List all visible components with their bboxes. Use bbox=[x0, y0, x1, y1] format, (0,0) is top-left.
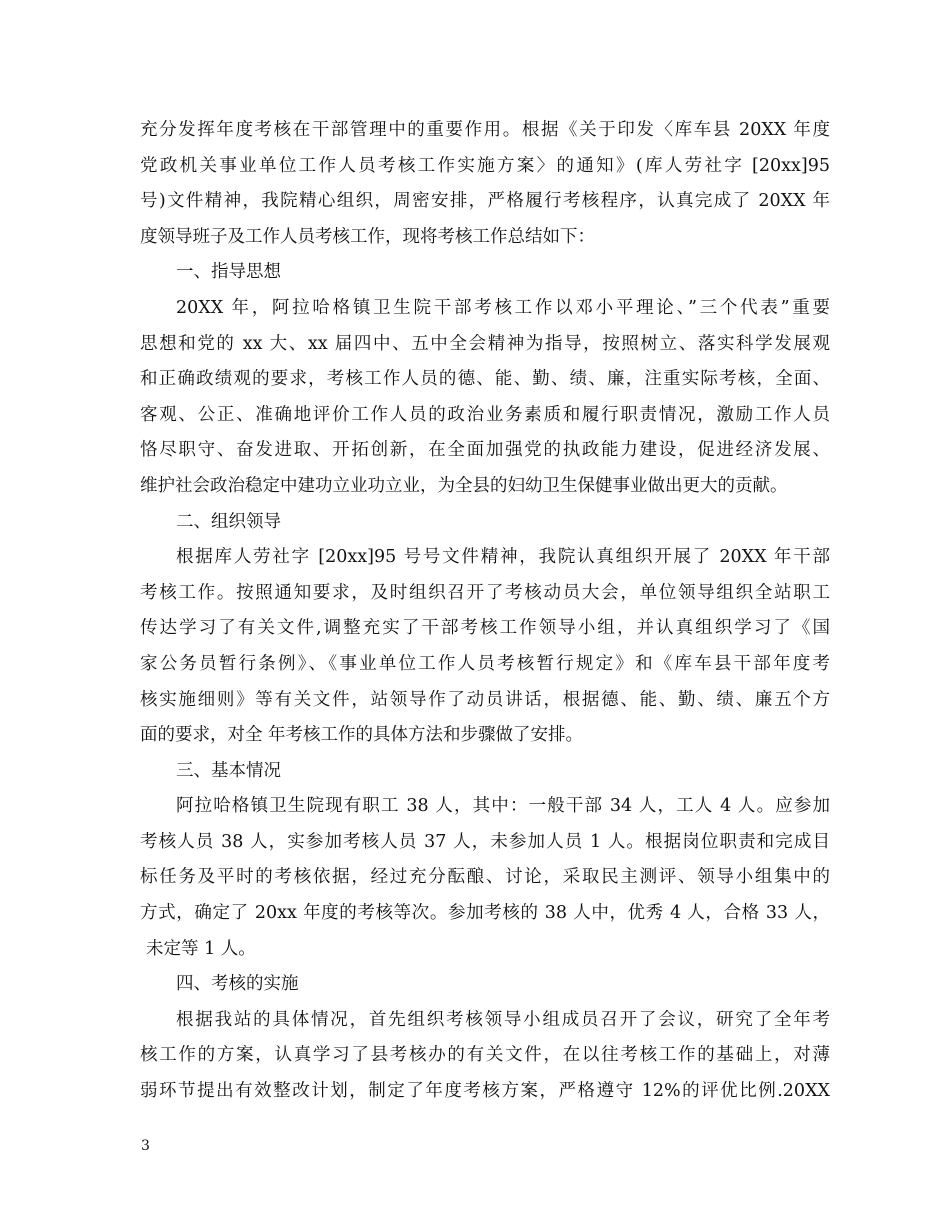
paragraph-line: 20XX 年，阿拉哈格镇卫生院干部考核工作以邓小平理论、”三个代表”重要 bbox=[176, 297, 830, 318]
paragraph-line: 客观、公正、准确地评价工作人员的政治业务素质和履行职责情况，激励工作人员 bbox=[140, 404, 830, 425]
section-heading: 二、组织领导 bbox=[176, 511, 281, 532]
paragraph-line: 核实施细则》等有关文件，站领导作了动员讲话，根据德、能、勤、绩、廉五个方 bbox=[140, 689, 830, 710]
paragraph-line: 未定等 1 人。 bbox=[146, 938, 256, 959]
paragraph-line: 和正确政绩观的要求，考核工作人员的德、能、勤、绩、廉，注重实际考核，全面、 bbox=[140, 369, 830, 390]
page-number: 3 bbox=[141, 1138, 150, 1154]
paragraph-line: 根据我站的具体情况，首先组织考核领导小组成员召开了会议，研究了全年考 bbox=[176, 1009, 830, 1030]
paragraph-line: 面的要求，对全 年考核工作的具体方法和步骤做了安排。 bbox=[140, 725, 584, 746]
paragraph-line: 标任务及平时的考核依据，经过充分酝酿、讨论，采取民主测评、领导小组集中的 bbox=[140, 867, 830, 888]
paragraph-line: 党政机关事业单位工作人员考核工作实施方案〉的通知》(库人劳社字 [20xx]95 bbox=[140, 155, 830, 176]
paragraph-line: 考核工作。按照通知要求，及时组织召开了考核动员大会，单位领导组织全站职工 bbox=[140, 582, 830, 603]
paragraph-line: 维护社会政治稳定中建功立业功立业，为全县的妇幼卫生保健事业做出更大的贡献。 bbox=[140, 475, 788, 496]
section-heading: 三、基本情况 bbox=[176, 760, 281, 781]
paragraph-line: 号)文件精神，我院精心组织，周密安排，严格履行考核程序，认真完成了 20XX 年 bbox=[140, 191, 830, 212]
paragraph-line: 恪尽职守、奋发进取、开拓创新，在全面加强党的执政能力建设，促进经济发展、 bbox=[140, 440, 830, 461]
paragraph-line: 思想和党的 xx 大、xx 届四中、五中全会精神为指导，按照树立、落实科学发展观 bbox=[140, 333, 830, 354]
paragraph-line: 方式，确定了 20xx 年度的考核等次。参加考核的 38 人中，优秀 4 人，合格 33 人， bbox=[140, 903, 830, 924]
paragraph-line: 家公务员暂行条例》、《事业单位工作人员考核暂行规定》和《库车县干部年度考 bbox=[140, 653, 830, 674]
paragraph-line: 阿拉哈格镇卫生院现有职工 38 人，其中：一般干部 34 人，工人 4 人。应参加 bbox=[176, 796, 830, 817]
section-heading: 四、考核的实施 bbox=[176, 974, 299, 995]
paragraph-line: 根据库人劳社字 [20xx]95 号号文件精神，我院认真组织开展了 20XX 年干部 bbox=[176, 547, 830, 568]
paragraph-line: 充分发挥年度考核在干部管理中的重要作用。根据《关于印发〈库车县 20XX 年度 bbox=[140, 120, 830, 140]
paragraph-line: 考核人员 38 人，实参加考核人员 37 人，未参加人员 1 人。根据岗位职责和完成目 bbox=[140, 831, 830, 852]
section-heading: 一、指导思想 bbox=[176, 262, 281, 283]
paragraph-line: 传达学习了有关文件,调整充实了干部考核工作领导小组，并认真组织学习了《国 bbox=[140, 618, 830, 639]
paragraph-line: 弱环节提出有效整改计划，制定了年度考核方案，严格遵守 12%的评优比例.20XX bbox=[140, 1081, 830, 1102]
document-body bbox=[140, 113, 830, 1110]
paragraph-line: 核工作的方案，认真学习了县考核办的有关文件，在以往考核工作的基础上，对薄 bbox=[140, 1045, 830, 1066]
paragraph-line: 度领导班子及工作人员考核工作，现将考核工作总结如下： bbox=[140, 226, 595, 247]
